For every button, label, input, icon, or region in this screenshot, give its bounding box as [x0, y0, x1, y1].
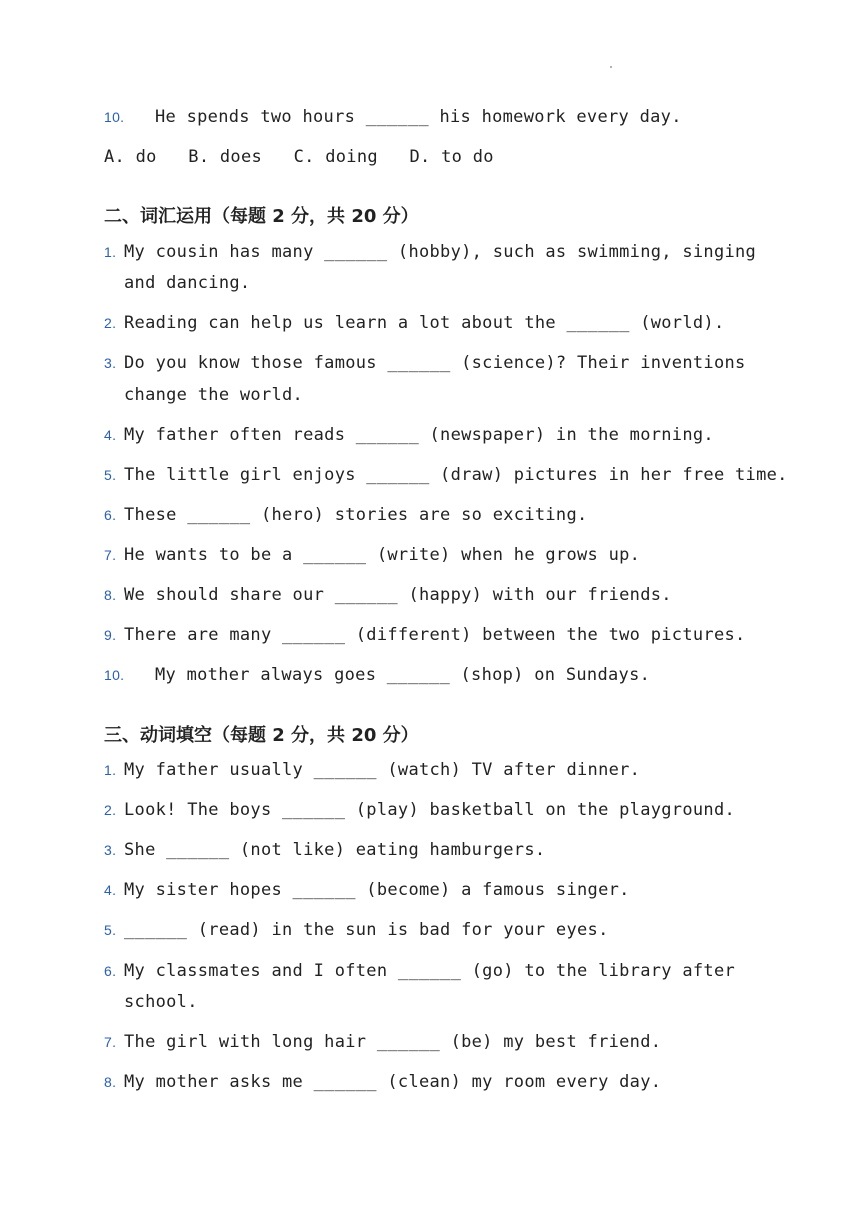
- vocab-item-8: [104, 585, 672, 605]
- section-heading-vocabulary: 二、词汇运用（每题 2 分，共 20 分）: [104, 206, 419, 227]
- verb-item-2: [104, 800, 735, 820]
- question-number: 1.: [104, 762, 117, 778]
- vocab-item-1: [104, 242, 756, 262]
- verb-item-8: [104, 1072, 661, 1092]
- question-number: 8.: [104, 1074, 117, 1090]
- verb-item-1: [104, 760, 640, 780]
- question-number: 3.: [104, 842, 117, 858]
- question-number: 5.: [104, 467, 117, 483]
- question-text: My sister hopes ______ (become) a famous singer.: [124, 880, 630, 900]
- question-number: 6.: [104, 963, 117, 979]
- vocab-item-6: [104, 505, 588, 525]
- question-number: 4.: [104, 427, 117, 443]
- question-text: My father usually ______ (watch) TV after dinner.: [124, 760, 641, 780]
- question-text: My classmates and I often ______ (go) to the library after: [124, 961, 736, 981]
- question-text: He wants to be a ______ (write) when he grows up.: [124, 545, 641, 565]
- question-text: These ______ (hero) stories are so exciting.: [124, 505, 588, 525]
- question-text: She ______ (not like) eating hamburgers.: [124, 840, 546, 860]
- vocab-item-4: [104, 425, 714, 445]
- question-number: 4.: [104, 882, 117, 898]
- vocab-item-1-continuation: and dancing.: [124, 273, 251, 293]
- vocab-item-3-continuation: change the world.: [124, 385, 304, 405]
- verb-item-6-continuation: school.: [124, 992, 198, 1012]
- verb-item-3: [104, 840, 545, 860]
- question-text: Look! The boys ______ (play) basketball on the playground.: [124, 800, 736, 820]
- question-number: 10.: [104, 667, 125, 683]
- question-text: There are many ______ (different) between the two pictures.: [124, 625, 746, 645]
- question-10-top: [104, 107, 682, 127]
- question-number: 10.: [104, 109, 125, 125]
- question-text: The girl with long hair ______ (be) my best friend.: [124, 1032, 662, 1052]
- vocab-item-7: [104, 545, 640, 565]
- question-text: The little girl enjoys ______ (draw) pictures in her free time.: [124, 465, 788, 485]
- question-text: Do you know those famous ______ (science)? Their inventions: [124, 353, 746, 373]
- question-text: My cousin has many ______ (hobby), such as swimming, singing: [124, 242, 757, 262]
- question-number: 8.: [104, 587, 117, 603]
- question-number: 3.: [104, 355, 117, 371]
- question-number: 2.: [104, 315, 117, 331]
- question-text: My father often reads ______ (newspaper) in the morning.: [124, 425, 714, 445]
- verb-item-7: [104, 1032, 661, 1052]
- vocab-item-3: [104, 353, 746, 373]
- verb-item-5: [104, 920, 609, 940]
- question-number: 7.: [104, 547, 117, 563]
- question-number: 6.: [104, 507, 117, 523]
- verb-item-6: [104, 961, 735, 981]
- question-number: 2.: [104, 802, 117, 818]
- question-number: 9.: [104, 627, 117, 643]
- question-number: 7.: [104, 1034, 117, 1050]
- question-text: ______ (read) in the sun is bad for your eyes.: [124, 920, 609, 940]
- question-text: My mother always goes ______ (shop) on Sundays.: [155, 665, 651, 685]
- section-heading-verbs: 三、动词填空（每题 2 分，共 20 分）: [104, 725, 419, 746]
- page-mark: [610, 66, 612, 68]
- verb-item-4: [104, 880, 630, 900]
- question-text: He spends two hours ______ his homework every day.: [155, 107, 682, 127]
- vocab-item-2: [104, 313, 725, 333]
- vocab-item-5: [104, 465, 788, 485]
- question-text: Reading can help us learn a lot about the ______ (world).: [124, 313, 725, 333]
- question-number: 1.: [104, 244, 117, 260]
- question-text: We should share our ______ (happy) with our friends.: [124, 585, 672, 605]
- question-text: My mother asks me ______ (clean) my room every day.: [124, 1072, 662, 1092]
- vocab-item-10: [104, 665, 650, 685]
- answer-options: A. do B. does C. doing D. to do: [104, 147, 494, 167]
- vocab-item-9: [104, 625, 746, 645]
- question-number: 5.: [104, 922, 117, 938]
